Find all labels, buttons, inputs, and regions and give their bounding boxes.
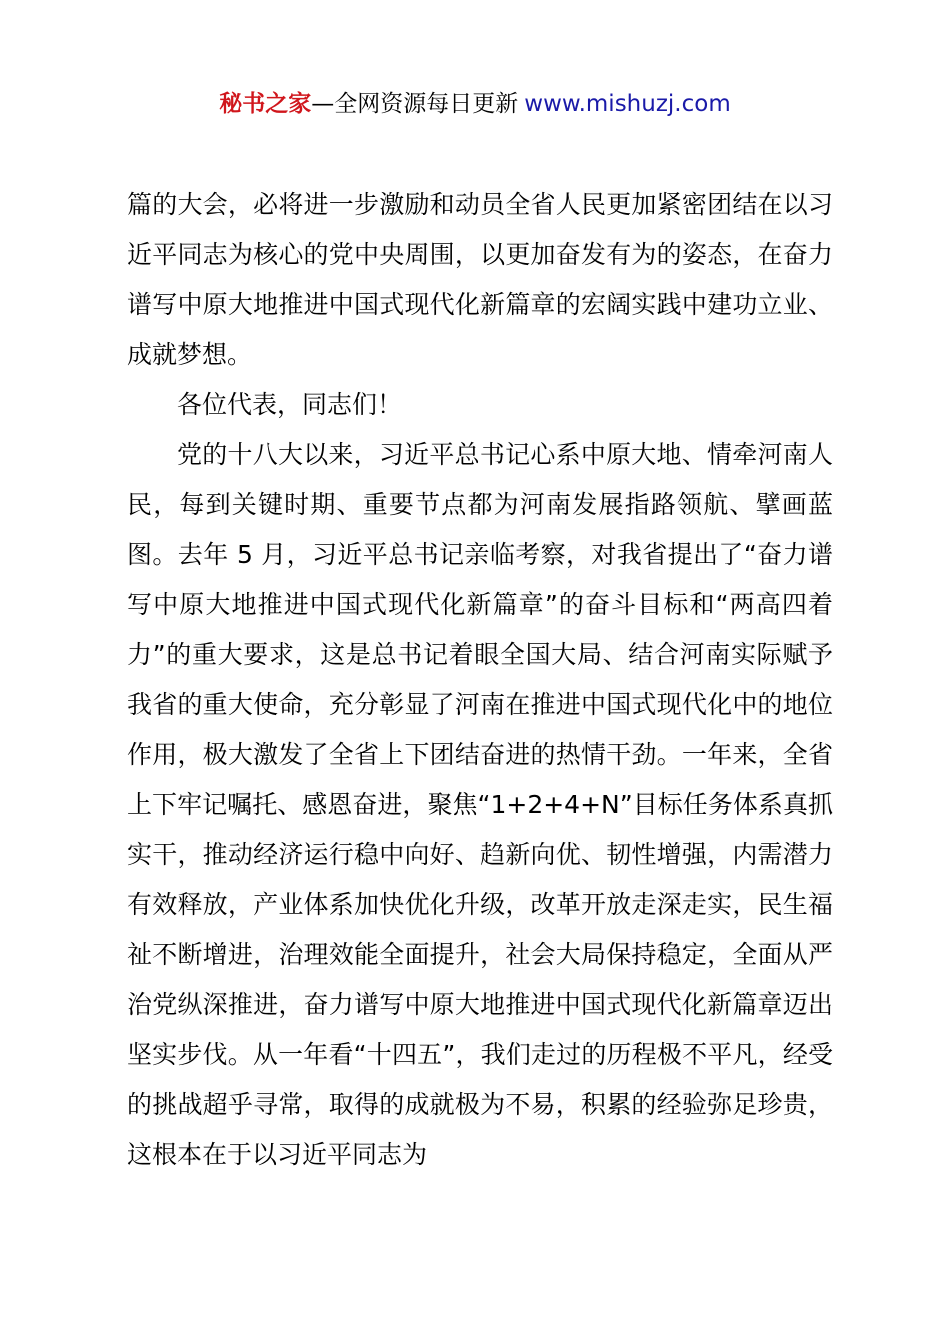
page-header [0,86,950,122]
brand-name: 秘书之家 [219,91,312,117]
paragraph-salutation: 各位代表，同志们！ [177,390,403,419]
paragraph-main: 党的十八大以来，习近平总书记心系中原大地、情牵河南人民，每到关键时期、重要节点都为河南发展指路领航、擘画蓝图。去年 5 月，习近平总书记亲临考察，对我省提出了“奋力谱写中原大地推进中国式现代化新篇章”的奋斗目标和“两高四着力”的重大要求，这是总书记着眼全国大局、结合河南实际赋予我省的重大使命，充分彰显了河南在推进中国式现代化中的地位作用，极大激发了全省上下团结奋进的热情干劲。一年来，全省上下牢记嘱托、感恩奋进，聚焦“1+2+4+N”目标任务体系真抓实干，推动经济运行稳中向好、趋新向优、韧性增强，内需潜力有效释放，产业体系加快优化升级，改革开放走深走实，民生福祉不断增进，治理效能全面提升，社会大局保持稳定，全面从严治党纵深推进，奋力谱写中原大地推进中国式现代化新篇章迈出坚实步伐。从一年看“十四五”，我们走过的历程极不平凡，经受的挑战超乎寻常，取得的成就极为不易，积累的经验弥足珍贵，这根本在于以习近平同志为 [127,440,833,1169]
header-tagline: —全网资源每日更新 [311,91,519,117]
paragraph-continuation: 篇的大会，必将进一步激励和动员全省人民更加紧密团结在以习近平同志为核心的党中央周围，以更加奋发有为的姿态，在奋力谱写中原大地推进中国式现代化新篇章的宏阔实践中建功立业、成就梦想。 [127,190,833,369]
website-link[interactable]: www.mishuzj.com [524,91,731,117]
document-body [127,180,833,1180]
